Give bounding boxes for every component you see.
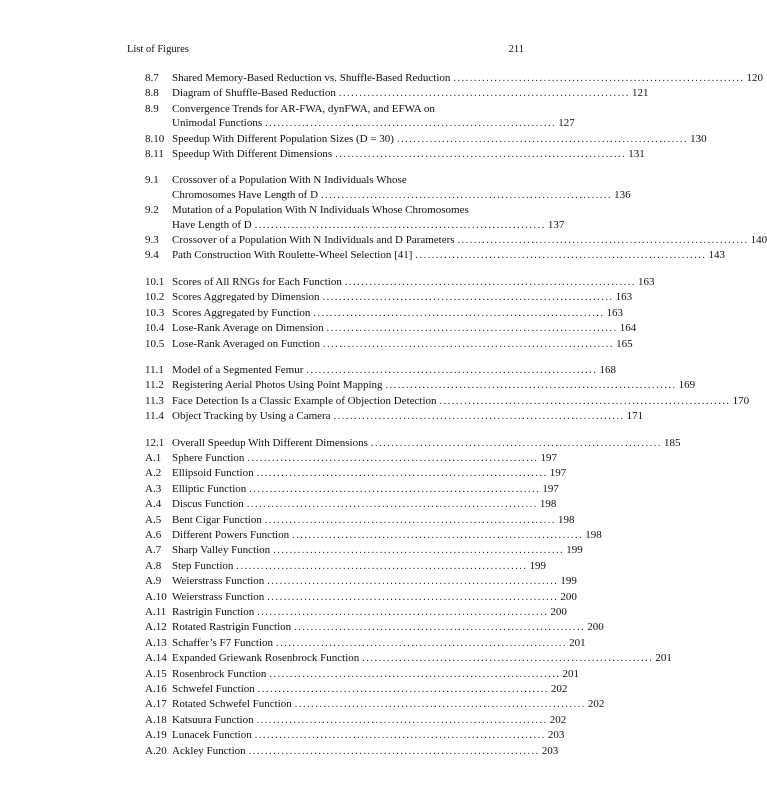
figure-group <box>145 436 681 760</box>
figure-page-number: 202 <box>550 683 568 696</box>
dot-leader: ....................................................................... <box>256 468 548 480</box>
figure-entry[interactable] <box>145 306 624 321</box>
figure-number: 12.1 <box>145 436 165 449</box>
figure-entry[interactable] <box>145 275 655 290</box>
figure-entry[interactable] <box>145 605 567 620</box>
figure-title: Shared Memory-Based Reduction vs. Shuffle-Based Reduction <box>172 72 451 84</box>
figure-title-line: Mutation of a Population With N Individuals Whose Chromosomes <box>172 204 469 217</box>
dot-leader: ....................................................................... <box>457 235 749 247</box>
figure-number: A.2 <box>145 467 162 480</box>
figure-title: Object Tracking by Using a Camera <box>172 410 331 423</box>
figure-title: Rosenbrock Function <box>172 667 267 680</box>
dot-leader: ....................................................................... <box>439 395 731 407</box>
figure-entry[interactable] <box>145 132 707 147</box>
figure-page-number: 168 <box>599 363 616 376</box>
dot-leader: ....................................................................... <box>257 684 549 696</box>
figure-title: Chromosomes Have Length of D <box>172 188 319 201</box>
figure-entry[interactable] <box>145 728 565 743</box>
figure-page-number: 200 <box>587 621 604 634</box>
dot-leader: ....................................................................... <box>335 149 627 161</box>
page-number: 211 <box>508 44 524 55</box>
dot-leader: ....................................................................... <box>254 219 546 231</box>
figure-number: A.13 <box>145 636 167 649</box>
dot-leader: ....................................................................... <box>306 364 598 376</box>
figure-page-number: 140 <box>750 234 767 247</box>
figure-title: Schwefel Function <box>172 683 255 696</box>
figure-number: A.11 <box>145 606 167 618</box>
figure-entry[interactable] <box>145 147 645 162</box>
figure-entry[interactable] <box>145 233 767 248</box>
figure-entry[interactable] <box>145 513 575 528</box>
figure-title: Speedup With Different Population Sizes (D = 30) <box>172 132 394 145</box>
figure-entry[interactable] <box>145 682 568 697</box>
figure-title: Expanded Griewank Rosenbrock Function <box>172 652 360 665</box>
figure-group <box>145 173 767 263</box>
figure-page-number: 203 <box>541 744 559 757</box>
figure-title-line: Convergence Trends for AR-FWA, dynFWA, and EFWA on <box>172 102 435 115</box>
figure-title: Rotated Schwefel Function <box>172 698 292 711</box>
dot-leader: ....................................................................... <box>333 411 625 423</box>
figure-title: Ellipsoid Function <box>172 467 254 480</box>
figure-number: A.7 <box>145 544 162 557</box>
figure-entry[interactable] <box>145 436 681 451</box>
figure-entry[interactable] <box>145 497 557 512</box>
figure-entry[interactable] <box>145 71 764 86</box>
figure-entry[interactable] <box>145 482 559 497</box>
figure-number: A.16 <box>145 683 167 696</box>
figure-title: Model of a Segmented Femur <box>172 363 304 376</box>
figure-number: 10.1 <box>145 275 165 288</box>
figure-number: A.20 <box>145 744 167 757</box>
figure-page-number: 198 <box>539 498 557 511</box>
figure-page-number: 201 <box>655 652 672 665</box>
figure-page-number: 165 <box>616 337 633 350</box>
figure-number: 10.5 <box>145 337 165 350</box>
figure-number: A.6 <box>145 528 162 541</box>
dot-leader: ....................................................................... <box>326 323 618 335</box>
figure-entry[interactable] <box>145 667 580 682</box>
figure-number: 11.3 <box>145 394 164 407</box>
figure-entry[interactable] <box>145 620 604 635</box>
figure-number: 9.4 <box>145 249 159 262</box>
figure-page-number: 197 <box>542 482 559 495</box>
figure-title: Different Powers Function <box>172 528 290 541</box>
figure-number: A.1 <box>145 451 162 464</box>
figure-page-number: 203 <box>547 729 565 742</box>
figure-title: Sharp Valley Function <box>172 544 271 557</box>
figure-page-number: 163 <box>606 306 624 319</box>
figure-number: A.14 <box>145 652 167 665</box>
figure-title: Scores of All RNGs for Each Function <box>172 275 342 288</box>
dot-leader: ....................................................................... <box>415 250 707 262</box>
dot-leader: ....................................................................... <box>236 560 528 572</box>
figure-title: Lose-Rank Averaged on Function <box>172 337 320 350</box>
dot-leader: ....................................................................... <box>265 118 557 130</box>
dot-leader: ....................................................................... <box>267 591 559 603</box>
dot-leader: ....................................................................... <box>321 189 613 201</box>
figure-page-number: 130 <box>690 132 707 145</box>
figure-title: Crossover of a Population With N Individuals and D Parameters <box>172 234 455 247</box>
figure-entry[interactable] <box>145 409 644 424</box>
figure-page-number: 163 <box>637 275 655 288</box>
figure-title: Face Detection Is a Classic Example of Objection Detection <box>172 394 437 407</box>
figure-number: A.9 <box>145 575 162 588</box>
figure-title: Weierstrass Function <box>172 590 265 603</box>
figure-number: A.4 <box>145 498 162 511</box>
figure-page-number: 202 <box>587 698 605 711</box>
figure-title: Diagram of Shuffle-Based Reduction <box>172 87 336 100</box>
dot-leader: ....................................................................... <box>247 452 539 464</box>
dot-leader: ....................................................................... <box>257 607 549 618</box>
figure-entry[interactable] <box>145 713 567 728</box>
running-header-title: List of Figures <box>127 44 189 55</box>
figure-entry[interactable] <box>145 378 696 393</box>
dot-leader: ....................................................................... <box>292 529 584 541</box>
figure-number: A.3 <box>145 482 162 495</box>
dot-leader: ....................................................................... <box>248 745 540 757</box>
figure-page-number: 198 <box>585 528 602 541</box>
dot-leader: ....................................................................... <box>344 276 636 288</box>
figure-page-number: 199 <box>560 575 577 588</box>
figure-title: Rastrigin Function <box>172 606 255 618</box>
figure-number: A.17 <box>145 698 167 711</box>
list-of-figures <box>145 71 767 770</box>
figure-title: Registering Aerial Photos Using Point Mapping <box>172 379 383 392</box>
figure-page-number: 202 <box>549 713 567 726</box>
figure-title: Overall Speedup With Different Dimensions <box>172 436 368 449</box>
figure-number: A.10 <box>145 590 167 603</box>
figure-title: Ackley Function <box>172 744 246 757</box>
figure-entry[interactable] <box>145 574 577 589</box>
figure-number: 10.3 <box>145 306 165 319</box>
figure-number: 10.4 <box>145 322 165 335</box>
figure-page-number: 121 <box>631 87 649 100</box>
figure-entry[interactable] <box>145 321 637 336</box>
figure-number: A.18 <box>145 713 167 726</box>
figure-title: Have Length of D <box>172 218 252 231</box>
figure-entry[interactable] <box>145 363 616 378</box>
figure-title-line: Crossover of a Population With N Individuals Whose <box>172 174 407 187</box>
figure-page-number: 137 <box>547 218 565 231</box>
figure-number: 9.3 <box>145 234 159 247</box>
dot-leader: ....................................................................... <box>313 307 605 319</box>
figure-page-number: 164 <box>619 322 637 335</box>
figure-entry[interactable] <box>145 102 575 132</box>
running-header <box>127 44 524 60</box>
figure-page-number: 163 <box>615 291 633 304</box>
figure-number: 11.1 <box>145 363 164 376</box>
figure-number: 8.11 <box>145 148 164 161</box>
dot-leader: ....................................................................... <box>453 73 745 84</box>
figure-number: A.5 <box>145 513 162 526</box>
figure-entry[interactable] <box>145 651 672 666</box>
figure-title: Step Function <box>172 559 234 572</box>
figure-entry[interactable] <box>145 636 586 651</box>
figure-title: Sphere Function <box>172 451 245 464</box>
dot-leader: ....................................................................... <box>269 668 561 680</box>
figure-title: Elliptic Function <box>172 482 247 495</box>
dot-leader: ....................................................................... <box>254 730 546 742</box>
figure-entry[interactable] <box>145 528 602 543</box>
figure-title: Unimodal Functions <box>172 117 263 130</box>
figure-page-number: 170 <box>732 394 750 407</box>
figure-title: Schaffer’s F7 Function <box>172 636 274 649</box>
figure-page-number: 171 <box>626 410 644 423</box>
figure-page-number: 185 <box>664 436 681 449</box>
figure-number: A.8 <box>145 559 162 572</box>
figure-page-number: 199 <box>566 544 583 557</box>
dot-leader: ....................................................................... <box>264 514 556 526</box>
dot-leader: ....................................................................... <box>246 499 538 511</box>
figure-page-number: 136 <box>614 188 631 201</box>
figure-entry[interactable] <box>145 590 577 605</box>
figure-number: A.15 <box>145 667 167 680</box>
figure-entry[interactable] <box>145 466 567 481</box>
dot-leader: ....................................................................... <box>267 576 559 588</box>
figure-group <box>145 363 750 425</box>
dot-leader: ....................................................................... <box>294 699 586 711</box>
figure-entry[interactable] <box>145 559 547 574</box>
dot-leader: ....................................................................... <box>249 483 541 495</box>
figure-page-number: 143 <box>708 249 725 262</box>
figure-title: Katsuura Function <box>172 713 254 726</box>
figure-number: 11.2 <box>145 379 164 392</box>
figure-number: 11.4 <box>145 410 164 423</box>
figure-number: 8.9 <box>145 102 159 115</box>
figure-title: Lose-Rank Average on Dimension <box>172 322 324 335</box>
figure-number: 10.2 <box>145 291 165 304</box>
figure-entry[interactable] <box>145 394 750 409</box>
figure-title: Speedup With Different Dimensions <box>172 148 333 161</box>
figure-number: 8.7 <box>145 72 159 84</box>
figure-page-number: 197 <box>540 451 558 464</box>
dot-leader: ....................................................................... <box>338 88 630 100</box>
dot-leader: ....................................................................... <box>294 622 586 634</box>
figure-number: 9.2 <box>145 204 159 217</box>
figure-page-number: 127 <box>558 117 575 130</box>
figure-title: Scores Aggregated by Function <box>172 306 311 319</box>
figure-entry[interactable] <box>145 744 559 759</box>
figure-entry[interactable] <box>145 86 649 101</box>
figure-number: 9.1 <box>145 174 159 187</box>
figure-title: Lunacek Function <box>172 729 252 742</box>
figure-title: Discus Function <box>172 498 244 511</box>
figure-entry[interactable] <box>145 290 633 305</box>
figure-page-number: 198 <box>557 513 575 526</box>
figure-title: Path Construction With Roulette-Wheel Selection [41] <box>172 249 413 262</box>
figure-page-number: 201 <box>569 636 586 649</box>
figure-page-number: 199 <box>529 559 547 572</box>
figure-page-number: 200 <box>560 590 577 603</box>
figure-title: Scores Aggregated by Dimension <box>172 291 320 304</box>
figure-entry[interactable] <box>145 173 631 203</box>
dot-leader: ....................................................................... <box>273 545 565 557</box>
figure-page-number: 201 <box>562 667 580 680</box>
figure-title: Weierstrass Function <box>172 575 265 588</box>
figure-number: 8.8 <box>145 87 159 100</box>
dot-leader: ....................................................................... <box>322 292 614 304</box>
figure-page-number: 200 <box>550 606 567 618</box>
dot-leader: ....................................................................... <box>370 437 662 449</box>
figure-page-number: 120 <box>746 72 764 84</box>
figure-group <box>145 275 655 352</box>
figure-group <box>145 71 764 162</box>
figure-title: Rotated Rastrigin Function <box>172 621 292 634</box>
figure-number: A.12 <box>145 621 167 634</box>
figure-page-number: 131 <box>628 148 645 161</box>
dot-leader: ....................................................................... <box>385 380 677 392</box>
figure-number: 8.10 <box>145 132 165 145</box>
dot-leader: ....................................................................... <box>256 714 548 726</box>
dot-leader: ....................................................................... <box>362 653 654 665</box>
dot-leader: ....................................................................... <box>396 133 689 145</box>
figure-entry[interactable] <box>145 543 583 558</box>
figure-number: A.19 <box>145 729 167 742</box>
figure-page-number: 169 <box>678 379 696 392</box>
dot-leader: ....................................................................... <box>322 338 615 350</box>
figure-entry[interactable] <box>145 697 605 712</box>
figure-entry[interactable] <box>145 203 565 233</box>
figure-entry[interactable] <box>145 451 558 466</box>
figure-entry[interactable] <box>145 248 725 263</box>
figure-title: Bent Cigar Function <box>172 513 262 526</box>
dot-leader: ....................................................................... <box>276 637 568 649</box>
figure-page-number: 197 <box>549 467 567 480</box>
figure-entry[interactable] <box>145 337 633 352</box>
